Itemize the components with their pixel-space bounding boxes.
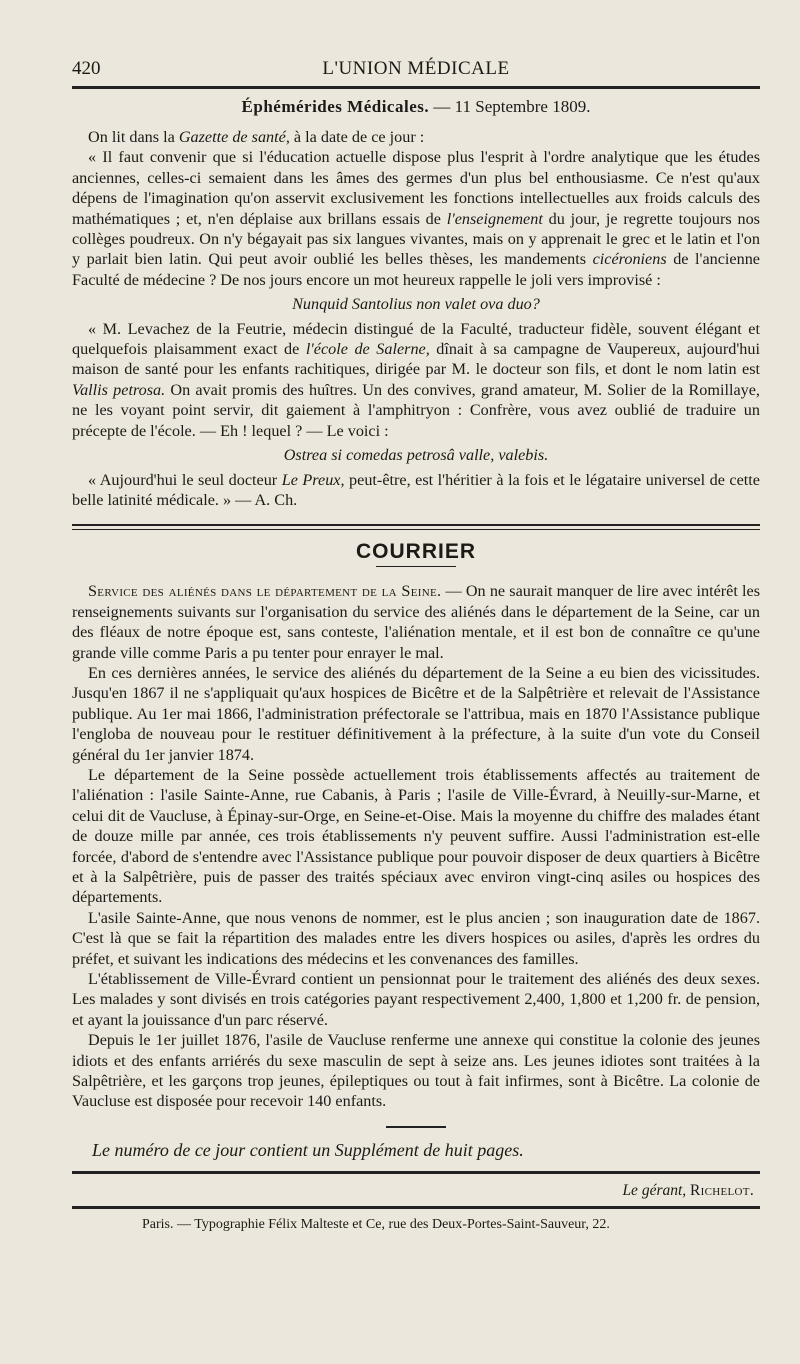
courrier-lead: Service des aliénés dans le département de la Seine. (88, 582, 442, 601)
footer-rule (72, 1206, 760, 1209)
courrier-paragraph-2: En ces dernières années, le service des aliénés du département de la Seine a eu bien des vicissitudes. Jusqu'en 1867 il ne s'appliquait qu'aux hospices de Bicêtre et de la Salpêtrière et relevait de l'Assistance publique. Au 1er mai 1866, l'administration préfectorale se l'attribua, mais en 1870 l'Assistance publique l'engloba de nouveau pour le restituer définitivement à la préfecture, à la suite d'un vote du Conseil général du 1er janvier 1874. (72, 663, 760, 764)
para2-text-b: dînait à sa campagne de Vaupereux, aujourd'hui maison de santé pour les enfants rachitiques, dirigée par M. le docteur son fils, et dont le nom latin est (72, 340, 760, 379)
ephemerides-paragraph-3 (72, 470, 760, 511)
supplement-notice: Le numéro de ce jour contient un Supplément de huit pages. (92, 1139, 524, 1160)
intro-prefix: On lit dans la (88, 128, 179, 146)
courrier-paragraph-4: L'asile Sainte-Anne, que nous venons de nommer, est le plus ancien ; son inauguration date de 1867. C'est là que se fait la répartition des malades entre les divers hospices ou asiles, d'après les ordres du préfet, et suivant les indications des médecins et les convenances des familles. (72, 908, 760, 968)
ephemerides-title-bold: Éphémérides Médicales. (241, 97, 430, 116)
ephemerides-intro (72, 127, 760, 147)
para2-text-a: « M. Levachez de la Feutrie, médecin distingué de la Faculté, traducteur fidèle, souvent élégant et quelquefois plaisamment exact de (72, 319, 760, 359)
closing-rule (386, 1126, 446, 1128)
journal-title: L'UNION MÉDICALE (322, 58, 510, 79)
para1-text-b: du jour, je regrette toujours nos collèges poudreux. On n'y bégayait pas six langues vivantes, mais on y apprenait le grec et le latin et l'on y parlait bien latin. Qui peut avoir oublié les belles thèses, les mandements (72, 209, 760, 269)
gerant-name: Richelot. (690, 1181, 754, 1199)
para1-italic-2: cicéroniens (592, 250, 667, 269)
para2-italic-2: Vallis petrosa. (72, 380, 166, 399)
courrier-paragraph-3: Le département de la Seine possède actuellement trois établissements affectés au traitement de l'aliénation : l'asile Sainte-Anne, rue Cabanis, à Paris ; l'asile de Ville-Évrard, à Neuilly-sur-Marne, et celui dit de Vaucluse, à Épinay-sur-Orge, en Seine-et-Oise. Mais la moyenne du chiffre des malades étant de douze mille par année, ces trois établissements n'y peuvent suffire. Aussi l'administration est-elle forcée, d'abord de s'entendre avec l'Assistance publique pour pouvoir disposer de deux quartiers à Bicêtre et à la Salpêtrière, puis de passer des traités spéciaux avec environ vingt-cinq asiles ou hospices des départements. (72, 765, 760, 907)
printer-imprint: Paris. — Typographie Félix Malteste et Ce, rue des Deux-Portes-Saint-Sauveur, 22. (142, 1216, 610, 1232)
intro-source: Gazette de santé (178, 128, 286, 146)
gerant-line (72, 1182, 754, 1200)
latin-verse-1: Nunquid Santolius non valet ova duo? (292, 295, 540, 314)
para3-text-b: peut-être, est l'héritier à la fois et le légataire universel de cette belle latinité médicale. » — A. Ch. (72, 470, 760, 509)
gerant-label: Le gérant, (622, 1181, 687, 1199)
para1-text-a: « Il faut convenir que si l'éducation actuelle dispose plus l'esprit à l'ordre analytique que les études anciennes, celles-ci semaient dans les âmes des germes d'un plus bel enthousiasme. Ce n'est qu'aux dépens de l'imagination qu'on asservit exclusivement les fonctions intellectuelles aux froids calculs des mathématiques ; et, n'en déplaise aux brillans essais de (72, 148, 760, 228)
para2-italic: l'école de Salerne, (305, 340, 430, 359)
para1-italic: l'enseignement (446, 209, 543, 228)
ephemerides-paragraph-1 (72, 147, 760, 290)
ephemerides-title-date: — 11 Septembre 1809. (433, 97, 591, 116)
courrier-p1-text: — On ne saurait manquer de lire avec intérêt les renseignements suivants sur l'organisation du service des aliénés dans le département de la Seine, car un des fléaux de notre époque est, sans conteste, l'aliénation mentale, et il est bon de connaître ce qu'une grande ville comme Paris a pu tenter pour enrayer le mal. (72, 582, 760, 662)
courrier-paragraph-1 (72, 581, 760, 663)
ephemerides-title (72, 97, 760, 117)
courrier-paragraph-6: Depuis le 1er juillet 1876, l'asile de Vaucluse renferme une annexe qui constitue la colonie des jeunes idiots et des enfants arriérés du sexe masculin de sept à seize ans. Les jeunes idiotes sont traitées à la Salpêtrière, et les garçons trop jeunes, épileptiques ou tout à fait infirmes, sont à Bicêtre. La colonie de Vaucluse est disposée pour recevoir 140 enfants. (72, 1031, 760, 1111)
supplement-rule (72, 1171, 760, 1174)
page-number: 420 (72, 58, 101, 79)
running-head (72, 52, 760, 86)
para3-text-a: « Aujourd'hui le seul docteur (88, 470, 282, 489)
section-divider (72, 524, 760, 530)
divider-line-bottom (72, 529, 760, 530)
divider-line-top (72, 524, 760, 526)
para3-italic: Le Preux, (281, 470, 345, 489)
courrier-paragraph-5: L'établissement de Ville-Évrard contient un pensionnat pour le traitement des aliénés des deux sexes. Les malades y sont divisés en trois catégories payant respectivement 2,400, 1,800 et 1,200 fr. de pension, et ayant la jouissance d'un parc réservé. (72, 970, 760, 1029)
courrier-heading: COURRIER (355, 540, 476, 564)
para1-text-c: de l'ancienne Faculté de médecine ? De nos jours encore un mot heureux rappelle le joli vers improvisé : (72, 250, 760, 289)
para2-text-c: On avait promis des huîtres. Un des convives, grand amateur, M. Solier de la Romillaye, ne les voyant point servir, dit gaiement à l'amphitryon : Confrère, vous avez oublié de traduire un précepte de l'école. — Eh ! lequel ? — Le voici : (72, 380, 760, 440)
header-rule (72, 86, 760, 89)
courrier-heading-rule (376, 566, 456, 567)
latin-verse-2: Ostrea si comedas petrosâ valle, valebis. (283, 446, 549, 465)
intro-suffix: , à la date de ce jour : (285, 128, 425, 146)
ephemerides-paragraph-2 (72, 319, 760, 441)
